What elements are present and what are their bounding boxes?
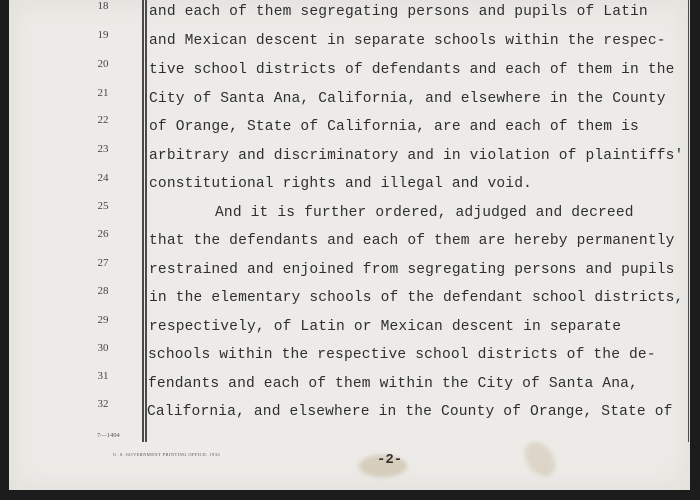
printer-note: U. S. GOVERNMENT PRINTING OFFICE: 1933 — [113, 452, 220, 457]
line-number: 18 — [97, 0, 109, 12]
line-number: 22 — [97, 114, 109, 126]
line-number: 31 — [97, 370, 109, 382]
margin-rule-left-outer — [142, 0, 144, 442]
form-number: 7—1494 — [97, 432, 120, 439]
margin-rule-left-inner — [145, 0, 147, 442]
text-line: And it is further ordered, adjudged and decreed — [215, 205, 634, 221]
line-number: 29 — [97, 314, 109, 326]
text-line: in the elementary schools of the defendant school districts, — [149, 290, 684, 306]
margin-rule-right — [688, 0, 689, 442]
text-line: of Orange, State of California, are and each of them is — [149, 119, 639, 135]
text-line: arbitrary and discriminatory and in violation of plaintiffs' — [149, 148, 684, 164]
line-number: 26 — [97, 228, 109, 240]
line-number: 19 — [97, 29, 109, 41]
line-number: 25 — [97, 200, 109, 212]
line-number: 24 — [97, 172, 109, 184]
text-line: and Mexican descent in separate schools within the respec- — [149, 33, 666, 49]
line-number: 28 — [97, 285, 109, 297]
line-number: 32 — [97, 398, 109, 410]
text-line: and each of them segregating persons and pupils of Latin — [149, 4, 648, 20]
line-number: 27 — [97, 257, 109, 269]
text-line: that the defendants and each of them are hereby permanently — [149, 233, 675, 249]
text-line: tive school districts of defendants and each of them in the — [149, 62, 675, 78]
text-line: California, and elsewhere in the County of Orange, State of — [147, 404, 673, 420]
line-number: 21 — [97, 87, 109, 99]
line-number: 20 — [97, 58, 109, 70]
document-page — [9, 0, 690, 490]
paper-stain — [518, 436, 561, 482]
line-number: 23 — [97, 143, 109, 155]
text-line: City of Santa Ana, California, and elsewhere in the County — [149, 91, 666, 107]
text-line: respectively, of Latin or Mexican descent in separate — [149, 319, 622, 335]
text-line: restrained and enjoined from segregating persons and pupils — [149, 262, 675, 278]
text-line: schools within the respective school districts of the de- — [148, 347, 656, 363]
text-line: constitutional rights and illegal and void. — [149, 176, 533, 192]
page-number: -2- — [377, 452, 403, 468]
text-line: fendants and each of them within the City of Santa Ana, — [148, 376, 638, 392]
line-number: 30 — [97, 342, 109, 354]
